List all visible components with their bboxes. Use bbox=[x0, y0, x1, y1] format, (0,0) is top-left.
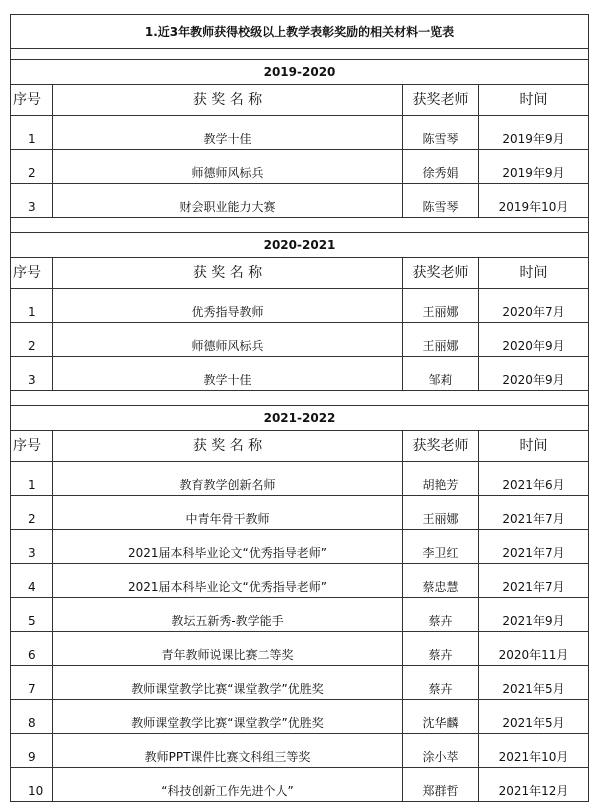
table-row bbox=[11, 666, 589, 700]
cell-teacher: 沈华麟 bbox=[403, 700, 479, 734]
cell-award-name: 中青年骨干教师 bbox=[53, 496, 403, 530]
cell-teacher: 王丽娜 bbox=[403, 323, 479, 357]
cell-seq: 2 bbox=[11, 150, 53, 184]
table-row bbox=[11, 530, 589, 564]
cell-teacher: 王丽娜 bbox=[403, 496, 479, 530]
cell-teacher: 蔡卉 bbox=[403, 598, 479, 632]
cell-seq: 9 bbox=[11, 734, 53, 768]
table-row bbox=[11, 700, 589, 734]
cell-time: 2021年10月 bbox=[479, 734, 589, 768]
header-seq: 序号 bbox=[11, 258, 53, 289]
cell-seq: 8 bbox=[11, 700, 53, 734]
cell-award-name: 优秀指导教师 bbox=[53, 289, 403, 323]
header-time: 时间 bbox=[479, 431, 589, 462]
table-row bbox=[11, 564, 589, 598]
cell-award-name: 教育教学创新名师 bbox=[53, 462, 403, 496]
header-row bbox=[11, 431, 589, 462]
cell-time: 2021年9月 bbox=[479, 598, 589, 632]
cell-time: 2019年9月 bbox=[479, 116, 589, 150]
awards-table bbox=[10, 14, 589, 802]
cell-seq: 3 bbox=[11, 184, 53, 218]
header-teacher: 获奖老师 bbox=[403, 258, 479, 289]
table-row bbox=[11, 357, 589, 391]
table-row bbox=[11, 116, 589, 150]
section-year: 2020-2021 bbox=[11, 233, 589, 258]
table-row bbox=[11, 768, 589, 802]
table-row bbox=[11, 323, 589, 357]
cell-seq: 3 bbox=[11, 530, 53, 564]
cell-teacher: 胡艳芳 bbox=[403, 462, 479, 496]
cell-time: 2020年9月 bbox=[479, 323, 589, 357]
cell-time: 2020年9月 bbox=[479, 357, 589, 391]
cell-teacher: 徐秀娟 bbox=[403, 150, 479, 184]
header-name: 获 奖 名 称 bbox=[53, 258, 403, 289]
cell-award-name: 教坛五新秀-教学能手 bbox=[53, 598, 403, 632]
cell-time: 2020年7月 bbox=[479, 289, 589, 323]
table-row bbox=[11, 150, 589, 184]
header-row bbox=[11, 258, 589, 289]
cell-time: 2019年9月 bbox=[479, 150, 589, 184]
cell-teacher: 陈雪琴 bbox=[403, 116, 479, 150]
cell-seq: 7 bbox=[11, 666, 53, 700]
table-row bbox=[11, 734, 589, 768]
cell-seq: 10 bbox=[11, 768, 53, 802]
cell-teacher: 郑群哲 bbox=[403, 768, 479, 802]
cell-seq: 4 bbox=[11, 564, 53, 598]
header-teacher: 获奖老师 bbox=[403, 431, 479, 462]
cell-teacher: 陈雪琴 bbox=[403, 184, 479, 218]
cell-teacher: 涂小萃 bbox=[403, 734, 479, 768]
table-row bbox=[11, 289, 589, 323]
cell-teacher: 王丽娜 bbox=[403, 289, 479, 323]
table-row bbox=[11, 496, 589, 530]
cell-time: 2021年5月 bbox=[479, 666, 589, 700]
cell-award-name: 2021届本科毕业论文“优秀指导老师” bbox=[53, 564, 403, 598]
cell-award-name: 师德师风标兵 bbox=[53, 323, 403, 357]
table-row bbox=[11, 462, 589, 496]
cell-teacher: 蔡卉 bbox=[403, 666, 479, 700]
cell-time: 2021年7月 bbox=[479, 564, 589, 598]
cell-teacher: 李卫红 bbox=[403, 530, 479, 564]
header-seq: 序号 bbox=[11, 85, 53, 116]
cell-seq: 3 bbox=[11, 357, 53, 391]
cell-award-name: 教学十佳 bbox=[53, 357, 403, 391]
cell-time: 2021年12月 bbox=[479, 768, 589, 802]
cell-time: 2020年11月 bbox=[479, 632, 589, 666]
cell-seq: 6 bbox=[11, 632, 53, 666]
header-teacher: 获奖老师 bbox=[403, 85, 479, 116]
header-name: 获 奖 名 称 bbox=[53, 431, 403, 462]
cell-seq: 1 bbox=[11, 462, 53, 496]
cell-time: 2021年7月 bbox=[479, 530, 589, 564]
cell-award-name: 师德师风标兵 bbox=[53, 150, 403, 184]
cell-award-name: 教师课堂教学比赛“课堂教学”优胜奖 bbox=[53, 700, 403, 734]
section-year: 2021-2022 bbox=[11, 406, 589, 431]
section-spacer bbox=[11, 218, 589, 233]
table-row bbox=[11, 598, 589, 632]
cell-award-name: 2021届本科毕业论文“优秀指导老师” bbox=[53, 530, 403, 564]
cell-seq: 1 bbox=[11, 289, 53, 323]
table-row bbox=[11, 632, 589, 666]
header-row bbox=[11, 85, 589, 116]
cell-time: 2019年10月 bbox=[479, 184, 589, 218]
cell-teacher: 邹莉 bbox=[403, 357, 479, 391]
section-spacer bbox=[11, 49, 589, 60]
header-name: 获 奖 名 称 bbox=[53, 85, 403, 116]
cell-seq: 2 bbox=[11, 323, 53, 357]
cell-teacher: 蔡忠慧 bbox=[403, 564, 479, 598]
header-seq: 序号 bbox=[11, 431, 53, 462]
cell-time: 2021年5月 bbox=[479, 700, 589, 734]
cell-seq: 2 bbox=[11, 496, 53, 530]
header-time: 时间 bbox=[479, 85, 589, 116]
cell-award-name: 教师课堂教学比赛“课堂教学”优胜奖 bbox=[53, 666, 403, 700]
table-title: 1.近3年教师获得校级以上教学表彰奖励的相关材料一览表 bbox=[11, 15, 589, 49]
cell-time: 2021年7月 bbox=[479, 496, 589, 530]
cell-teacher: 蔡卉 bbox=[403, 632, 479, 666]
cell-award-name: 教学十佳 bbox=[53, 116, 403, 150]
section-spacer bbox=[11, 391, 589, 406]
cell-award-name: “科技创新工作先进个人” bbox=[53, 768, 403, 802]
cell-award-name: 教师PPT课件比赛文科组三等奖 bbox=[53, 734, 403, 768]
header-time: 时间 bbox=[479, 258, 589, 289]
cell-seq: 1 bbox=[11, 116, 53, 150]
section-year: 2019-2020 bbox=[11, 60, 589, 85]
table-row bbox=[11, 184, 589, 218]
cell-award-name: 财会职业能力大赛 bbox=[53, 184, 403, 218]
cell-time: 2021年6月 bbox=[479, 462, 589, 496]
cell-award-name: 青年教师说课比赛二等奖 bbox=[53, 632, 403, 666]
cell-seq: 5 bbox=[11, 598, 53, 632]
